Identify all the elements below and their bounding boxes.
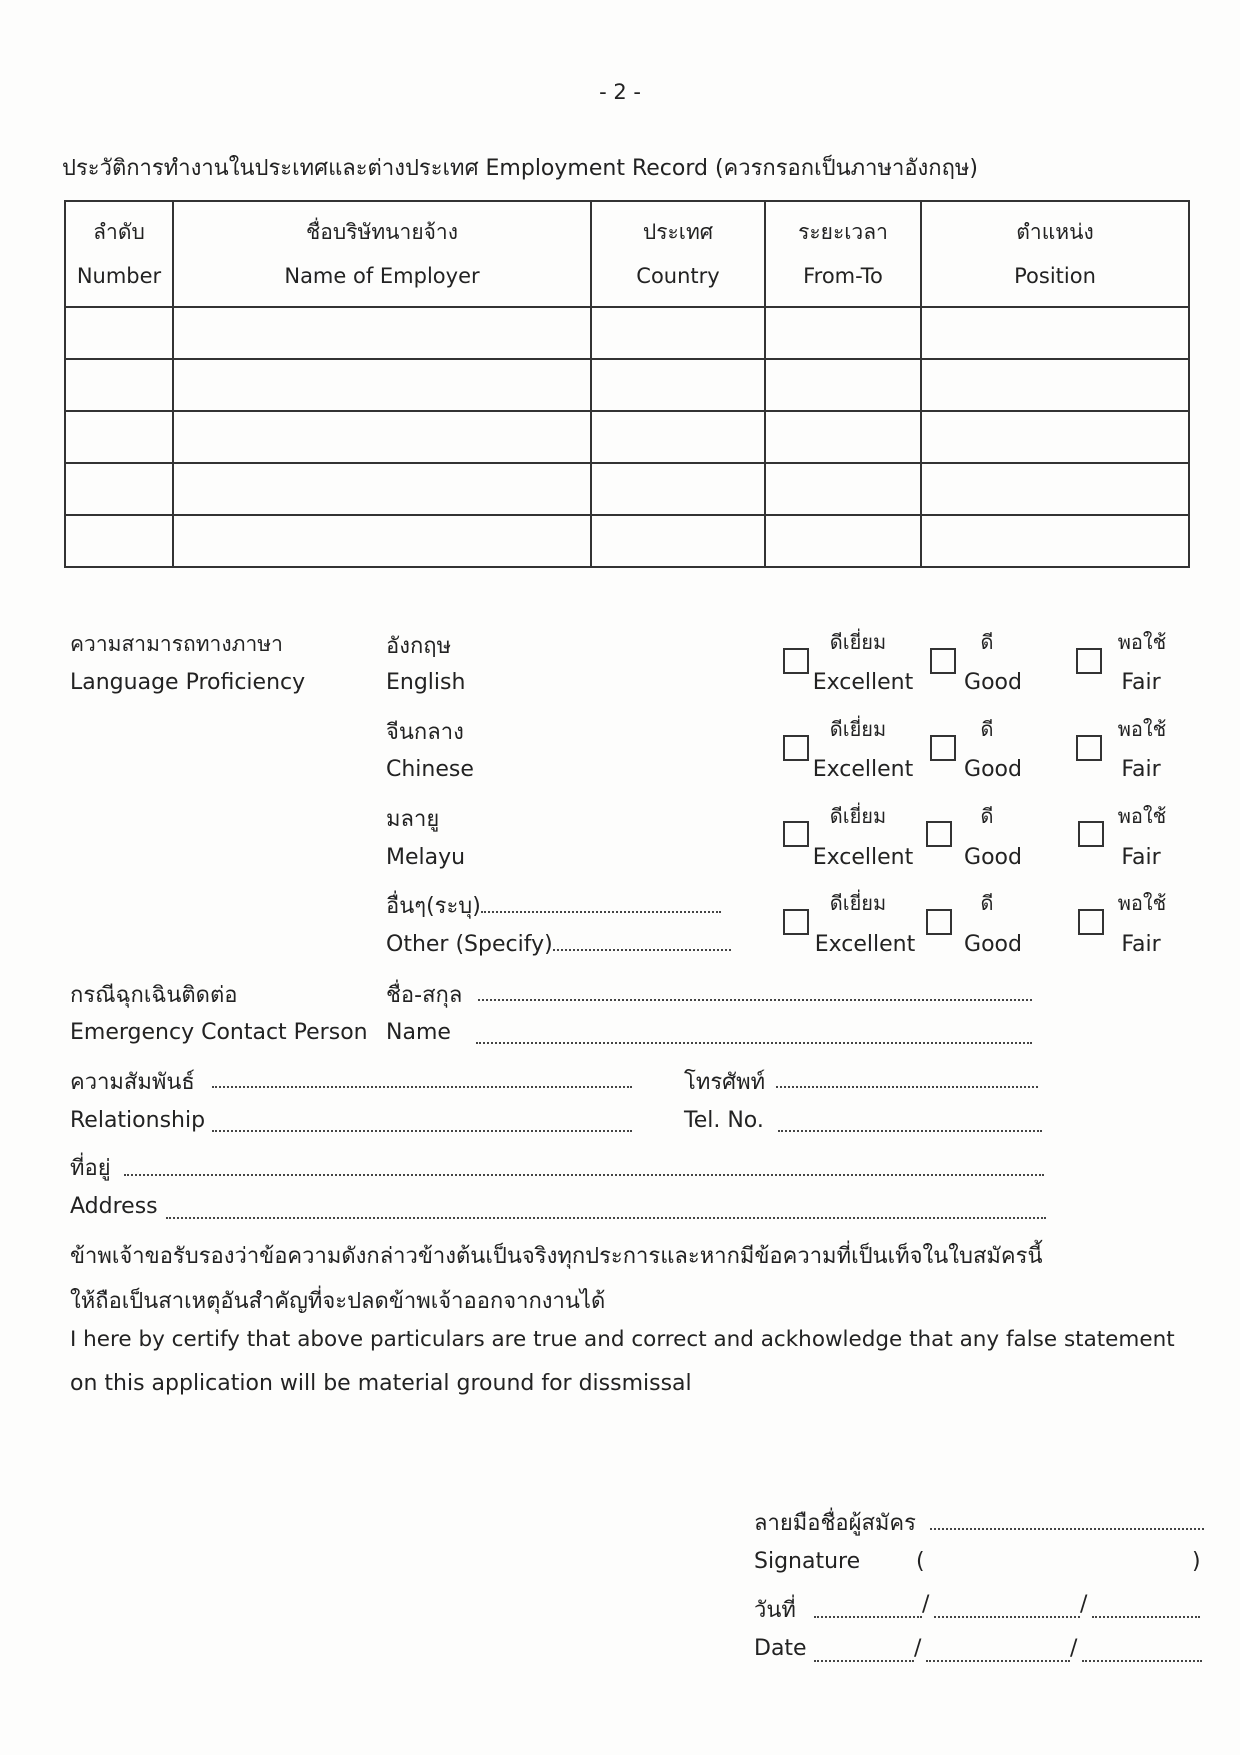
date-slash: / (1070, 1636, 1078, 1661)
certification-en-line2: on this application will be material ground for dissmissal (70, 1371, 692, 1396)
employment-record-title: ประวัติการทำงานในประเทศและต่างประเทศ Employment Record (ควรกรอกเป็นภาษาอังกฤษ) (62, 156, 978, 181)
emergency-name-label-en: Name (386, 1020, 451, 1045)
other-language-dotted-line[interactable] (553, 948, 731, 951)
column-header-th: ประเทศ (642, 220, 714, 244)
level-label-th: พอใช้ (1117, 891, 1167, 915)
cell-position[interactable] (921, 411, 1189, 463)
address-label-en: Address (70, 1194, 158, 1219)
cell-country[interactable] (591, 307, 765, 359)
cell-employer[interactable] (173, 307, 591, 359)
column-header-position (921, 201, 1189, 307)
employment-table (64, 200, 1190, 568)
cell-employer[interactable] (173, 411, 591, 463)
cell-country[interactable] (591, 359, 765, 411)
level-label-th: ดีเยี่ยม (829, 891, 887, 915)
page-number: - 2 - (599, 80, 641, 104)
level-label-th: ดีเยี่ยม (829, 804, 887, 828)
table-row (65, 307, 1189, 359)
signature-label-en: Signature (754, 1549, 861, 1574)
column-header-number (65, 201, 173, 307)
column-header-employer (173, 201, 591, 307)
language-name-th: อังกฤษ (386, 634, 452, 659)
checkbox-melayu-good[interactable] (926, 821, 952, 847)
tel-field-en[interactable] (778, 1129, 1042, 1132)
level-label-en: Fair (1121, 845, 1161, 870)
level-label-en: Excellent (812, 845, 914, 870)
date-slash: / (922, 1592, 930, 1617)
other-language-dotted-line[interactable] (481, 910, 721, 913)
language-label-en: Language Proficiency (70, 670, 306, 695)
relationship-field[interactable] (212, 1085, 632, 1088)
level-label-en: Good (964, 670, 1022, 695)
column-header-en: Position (1014, 264, 1096, 288)
date-year-field-en[interactable] (1082, 1659, 1202, 1662)
level-label-en: Fair (1121, 670, 1161, 695)
signature-paren-close: ) (1192, 1549, 1201, 1574)
language-label-th: ความสามารถทางภาษา (70, 632, 283, 656)
date-month-field-en[interactable] (926, 1659, 1070, 1662)
level-label-en: Excellent (812, 670, 914, 695)
cell-position[interactable] (921, 463, 1189, 515)
checkbox-chinese-excellent[interactable] (783, 735, 809, 761)
table-row (65, 411, 1189, 463)
emergency-label-th: กรณีฉุกเฉินติดต่อ (70, 983, 238, 1008)
cell-from-to[interactable] (765, 515, 921, 567)
date-label-th: วันที่ (754, 1598, 796, 1623)
column-header-en: Name of Employer (284, 264, 480, 288)
emergency-name-field-en[interactable] (476, 1041, 1032, 1044)
tel-label-en: Tel. No. (684, 1108, 764, 1133)
other-language-label-th: อื่นๆ(ระบุ) (386, 894, 481, 919)
language-name-en (386, 932, 731, 957)
address-field-en[interactable] (166, 1216, 1046, 1219)
level-label-th: พอใช้ (1117, 804, 1167, 828)
level-label-th: ดี (980, 717, 994, 741)
cell-country[interactable] (591, 411, 765, 463)
date-label-en: Date (754, 1636, 807, 1661)
certification-en-line1: I here by certify that above particulars are true and correct and ackhowledge that any false statement (70, 1327, 1175, 1352)
level-label-th: ดีเยี่ยม (829, 630, 887, 654)
tel-label-th: โทรศัพท์ (684, 1070, 766, 1095)
date-day-field-en[interactable] (814, 1659, 914, 1662)
language-name-en: English (386, 670, 466, 695)
other-language-label-en: Other (Specify) (386, 932, 553, 957)
address-field[interactable] (124, 1173, 1044, 1176)
table-header-row (65, 201, 1189, 307)
cell-employer[interactable] (173, 515, 591, 567)
cell-number[interactable] (65, 359, 173, 411)
relationship-field-en[interactable] (212, 1129, 632, 1132)
cell-country[interactable] (591, 463, 765, 515)
level-label-en: Fair (1121, 757, 1161, 782)
language-name-th (386, 888, 721, 923)
language-name-en: Melayu (386, 845, 466, 870)
cell-from-to[interactable] (765, 307, 921, 359)
cell-country[interactable] (591, 515, 765, 567)
column-header-en: Country (636, 264, 720, 288)
signature-label-th: ลายมือชื่อผู้สมัคร (754, 1511, 916, 1536)
emergency-name-field[interactable] (478, 998, 1032, 1001)
level-label-th: พอใช้ (1117, 630, 1167, 654)
level-label-en: Fair (1121, 932, 1161, 957)
certification-th-line1: ข้าพเจ้าขอรับรองว่าข้อความดังกล่าวข้างต้นเป็นจริงทุกประการและหากมีข้อความที่เป็นเท็จในใบสมัครนี้ (70, 1244, 1043, 1269)
checkbox-other-good[interactable] (926, 909, 952, 935)
cell-position[interactable] (921, 359, 1189, 411)
table-row (65, 359, 1189, 411)
column-header-country (591, 201, 765, 307)
signature-paren-open: ( (916, 1549, 925, 1574)
cell-from-to[interactable] (765, 463, 921, 515)
certification-th-line2: ให้ถือเป็นสาเหตุอันสำคัญที่จะปลดข้าพเจ้าออกจากงานได้ (70, 1289, 606, 1314)
cell-employer[interactable] (173, 359, 591, 411)
level-label-en: Good (964, 757, 1022, 782)
language-name-th: จีนกลาง (386, 720, 464, 745)
checkbox-other-fair[interactable] (1078, 909, 1104, 935)
level-label-th: ดี (980, 891, 994, 915)
checkbox-english-fair[interactable] (1076, 648, 1102, 674)
table-row (65, 463, 1189, 515)
level-label-en: Good (964, 932, 1022, 957)
relationship-label-th: ความสัมพันธ์ (70, 1070, 195, 1095)
cell-position[interactable] (921, 307, 1189, 359)
relationship-label-en: Relationship (70, 1108, 206, 1133)
date-day-field[interactable] (814, 1615, 922, 1618)
address-label-th: ที่อยู่ (70, 1156, 111, 1181)
column-header-th: ระยะเวลา (798, 220, 888, 244)
level-label-th: ดี (980, 630, 994, 654)
level-label-en: Excellent (814, 932, 916, 957)
cell-number[interactable] (65, 307, 173, 359)
level-label-th: พอใช้ (1117, 717, 1167, 741)
language-name-en: Chinese (386, 757, 474, 782)
cell-employer[interactable] (173, 463, 591, 515)
date-month-field[interactable] (934, 1615, 1080, 1618)
checkbox-chinese-good[interactable] (930, 735, 956, 761)
tel-field[interactable] (776, 1085, 1038, 1088)
table-row (65, 515, 1189, 567)
date-slash: / (1080, 1592, 1088, 1617)
emergency-label-en: Emergency Contact Person (70, 1020, 368, 1045)
cell-number[interactable] (65, 463, 173, 515)
cell-from-to[interactable] (765, 359, 921, 411)
level-label-en: Good (964, 845, 1022, 870)
checkbox-melayu-fair[interactable] (1078, 821, 1104, 847)
cell-number[interactable] (65, 411, 173, 463)
column-header-th: ลำดับ (93, 220, 145, 244)
date-slash: / (914, 1636, 922, 1661)
cell-position[interactable] (921, 515, 1189, 567)
level-label-th: ดี (980, 804, 994, 828)
column-header-from-to (765, 201, 921, 307)
checkbox-english-excellent[interactable] (783, 648, 809, 674)
date-year-field[interactable] (1092, 1615, 1200, 1618)
level-label-th: ดีเยี่ยม (829, 717, 887, 741)
column-header-th: ชื่อบริษัทนายจ้าง (306, 220, 458, 244)
column-header-en: From-To (803, 264, 883, 288)
cell-number[interactable] (65, 515, 173, 567)
checkbox-other-excellent[interactable] (783, 909, 809, 935)
checkbox-chinese-fair[interactable] (1076, 735, 1102, 761)
checkbox-english-good[interactable] (930, 648, 956, 674)
emergency-name-label-th: ชื่อ-สกุล (386, 983, 463, 1008)
column-header-th: ตำแหน่ง (1016, 220, 1094, 244)
language-name-th: มลายู (386, 807, 440, 832)
column-header-en: Number (76, 264, 162, 288)
cell-from-to[interactable] (765, 411, 921, 463)
signature-field[interactable] (930, 1527, 1204, 1530)
level-label-en: Excellent (812, 757, 914, 782)
checkbox-melayu-excellent[interactable] (783, 821, 809, 847)
